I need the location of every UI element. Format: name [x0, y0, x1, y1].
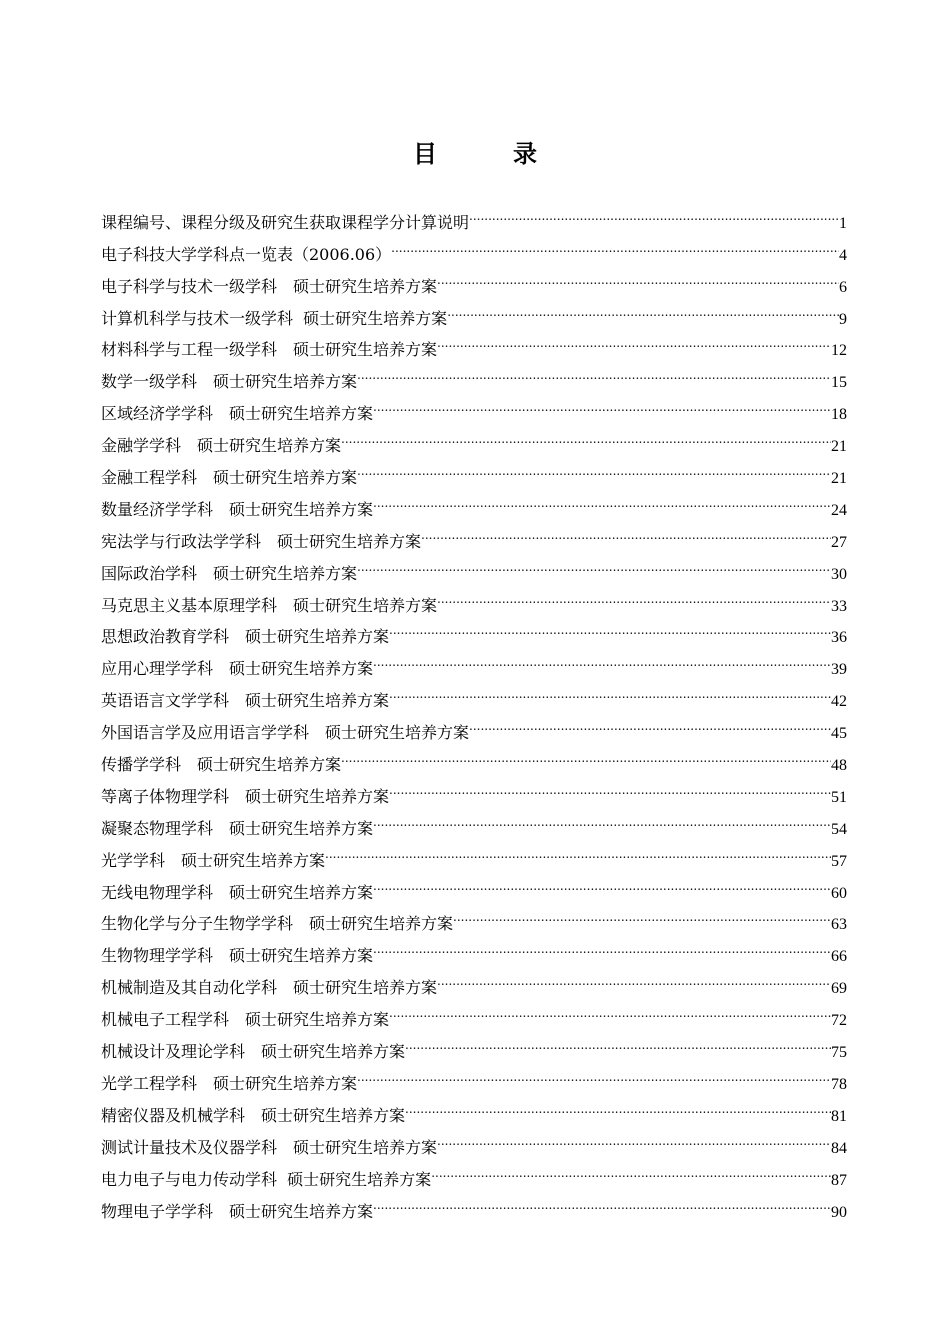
toc-entry-page-number: 4 — [839, 246, 847, 264]
toc-dot-leader — [357, 547, 831, 579]
toc-dot-leader — [469, 196, 839, 228]
toc-dot-leader — [389, 611, 831, 643]
toc-dot-leader — [373, 642, 831, 674]
toc-entry-label: 机械制造及其自动化学科 硕士研究生培养方案 — [101, 978, 438, 998]
toc-entry-label: 电子科学与技术一级学科 硕士研究生培养方案 — [101, 276, 438, 296]
toc-dot-leader — [437, 260, 839, 292]
toc-dot-leader — [391, 228, 839, 260]
toc-dot-leader — [373, 929, 831, 961]
toc-entry-label: 应用心理学学科 硕士研究生培养方案 — [101, 659, 374, 679]
toc-entry-label: 材料科学与工程一级学科 硕士研究生培养方案 — [101, 340, 438, 360]
toc-entry-page-number: 54 — [831, 820, 847, 838]
toc-entry-page-number: 87 — [831, 1171, 847, 1189]
toc-entry-page-number: 45 — [831, 725, 847, 743]
toc-dot-leader — [405, 1025, 831, 1057]
toc-dot-leader — [389, 993, 831, 1025]
toc-entry-label: 国际政治学科 硕士研究生培养方案 — [101, 563, 358, 583]
table-of-contents — [101, 196, 847, 1221]
toc-entry-page-number: 63 — [831, 916, 847, 934]
toc-dot-leader — [437, 1121, 831, 1153]
toc-dot-leader — [341, 738, 831, 770]
toc-dot-leader — [373, 802, 831, 834]
page-title: 目 录 — [413, 140, 563, 168]
toc-entry-label: 凝聚态物理学科 硕士研究生培养方案 — [101, 818, 374, 838]
toc-entry-label: 无线电物理学科 硕士研究生培养方案 — [101, 882, 374, 902]
toc-entry-label: 测试计量技术及仪器学科 硕士研究生培养方案 — [101, 1137, 438, 1157]
toc-entry-label: 光学学科 硕士研究生培养方案 — [101, 850, 326, 870]
toc-entry-label: 传播学学科 硕士研究生培养方案 — [101, 755, 342, 775]
toc-entry-page-number: 39 — [831, 661, 847, 679]
toc-entry-label: 金融学学科 硕士研究生培养方案 — [101, 436, 342, 456]
toc-entry-page-number: 42 — [831, 693, 847, 711]
toc-entry-label: 电子科技大学学科点一览表（2006.06） — [101, 244, 392, 264]
toc-entry-label: 光学工程学科 硕士研究生培养方案 — [101, 1073, 358, 1093]
toc-dot-leader — [373, 483, 831, 515]
toc-dot-leader — [437, 579, 831, 611]
toc-entry-label: 机械电子工程学科 硕士研究生培养方案 — [101, 1010, 390, 1030]
toc-entry-page-number: 6 — [839, 278, 847, 296]
toc-entry-page-number: 1 — [839, 214, 847, 232]
toc-entry-page-number: 90 — [831, 1203, 847, 1221]
toc-entry-label: 英语语言文学学科 硕士研究生培养方案 — [101, 691, 390, 711]
toc-entry-page-number: 21 — [831, 438, 847, 456]
toc-entry-page-number: 57 — [831, 852, 847, 870]
toc-entry-page-number: 48 — [831, 757, 847, 775]
toc-entry-label: 区域经济学学科 硕士研究生培养方案 — [101, 404, 374, 424]
toc-dot-leader — [447, 292, 839, 324]
toc-dot-leader — [325, 834, 831, 866]
toc-entry-page-number: 36 — [831, 629, 847, 647]
toc-entry-page-number: 84 — [831, 1139, 847, 1157]
toc-entry-page-number: 30 — [831, 565, 847, 583]
toc-entry-page-number: 9 — [839, 310, 847, 328]
toc-entry-label: 精密仪器及机械学科 硕士研究生培养方案 — [101, 1105, 406, 1125]
toc-entry-page-number: 27 — [831, 533, 847, 551]
toc-dot-leader — [453, 898, 831, 930]
toc-dot-leader — [373, 387, 831, 419]
toc-entry-label: 外国语言学及应用语言学学科 硕士研究生培养方案 — [101, 723, 470, 743]
toc-entry-page-number: 24 — [831, 501, 847, 519]
toc-dot-leader — [357, 355, 831, 387]
toc-entry-label: 宪法学与行政法学学科 硕士研究生培养方案 — [101, 531, 422, 551]
toc-entry-page-number: 12 — [831, 342, 847, 360]
toc-entry-label: 思想政治教育学科 硕士研究生培养方案 — [101, 627, 390, 647]
toc-entry-label: 数量经济学学科 硕士研究生培养方案 — [101, 499, 374, 519]
toc-entry-label: 电力电子与电力传动学科 硕士研究生培养方案 — [101, 1169, 432, 1189]
toc-entry-page-number: 72 — [831, 1012, 847, 1030]
toc-dot-leader — [437, 324, 831, 356]
toc-entry-page-number: 66 — [831, 948, 847, 966]
toc-dot-leader — [341, 419, 831, 451]
toc-entry-page-number: 51 — [831, 788, 847, 806]
toc-dot-leader — [389, 770, 831, 802]
toc-entry-label: 金融工程学科 硕士研究生培养方案 — [101, 468, 358, 488]
toc-entry-label: 生物物理学学科 硕士研究生培养方案 — [101, 946, 374, 966]
toc-entry-page-number: 33 — [831, 597, 847, 615]
toc-dot-leader — [373, 1185, 831, 1217]
toc-entry-label: 生物化学与分子生物学学科 硕士研究生培养方案 — [101, 914, 454, 934]
toc-dot-leader — [405, 1089, 831, 1121]
toc-entry-label: 课程编号、课程分级及研究生获取课程学分计算说明 — [101, 212, 470, 232]
toc-entry-label: 等离子体物理学科 硕士研究生培养方案 — [101, 786, 390, 806]
toc-dot-leader — [373, 866, 831, 898]
toc-entry-label: 计算机科学与技术一级学科 硕士研究生培养方案 — [101, 308, 448, 328]
toc-dot-leader — [437, 961, 831, 993]
toc-entry-page-number: 15 — [831, 374, 847, 392]
toc-entry-page-number: 75 — [831, 1044, 847, 1062]
toc-entry-page-number: 69 — [831, 980, 847, 998]
toc-entry-label: 机械设计及理论学科 硕士研究生培养方案 — [101, 1042, 406, 1062]
toc-entry-label: 物理电子学学科 硕士研究生培养方案 — [101, 1201, 374, 1221]
toc-entry-page-number: 60 — [831, 884, 847, 902]
toc-dot-leader — [421, 515, 831, 547]
toc-entry-page-number: 78 — [831, 1075, 847, 1093]
toc-entry-label: 数学一级学科 硕士研究生培养方案 — [101, 372, 358, 392]
toc-dot-leader — [389, 674, 831, 706]
toc-entry-page-number: 81 — [831, 1107, 847, 1125]
toc-entry-page-number: 21 — [831, 470, 847, 488]
toc-entry-page-number: 18 — [831, 406, 847, 424]
toc-dot-leader — [357, 451, 831, 483]
toc-dot-leader — [357, 1057, 831, 1089]
toc-dot-leader — [469, 706, 831, 738]
toc-entry[interactable] — [101, 196, 847, 232]
toc-dot-leader — [431, 1153, 831, 1185]
toc-entry-label: 马克思主义基本原理学科 硕士研究生培养方案 — [101, 595, 438, 615]
